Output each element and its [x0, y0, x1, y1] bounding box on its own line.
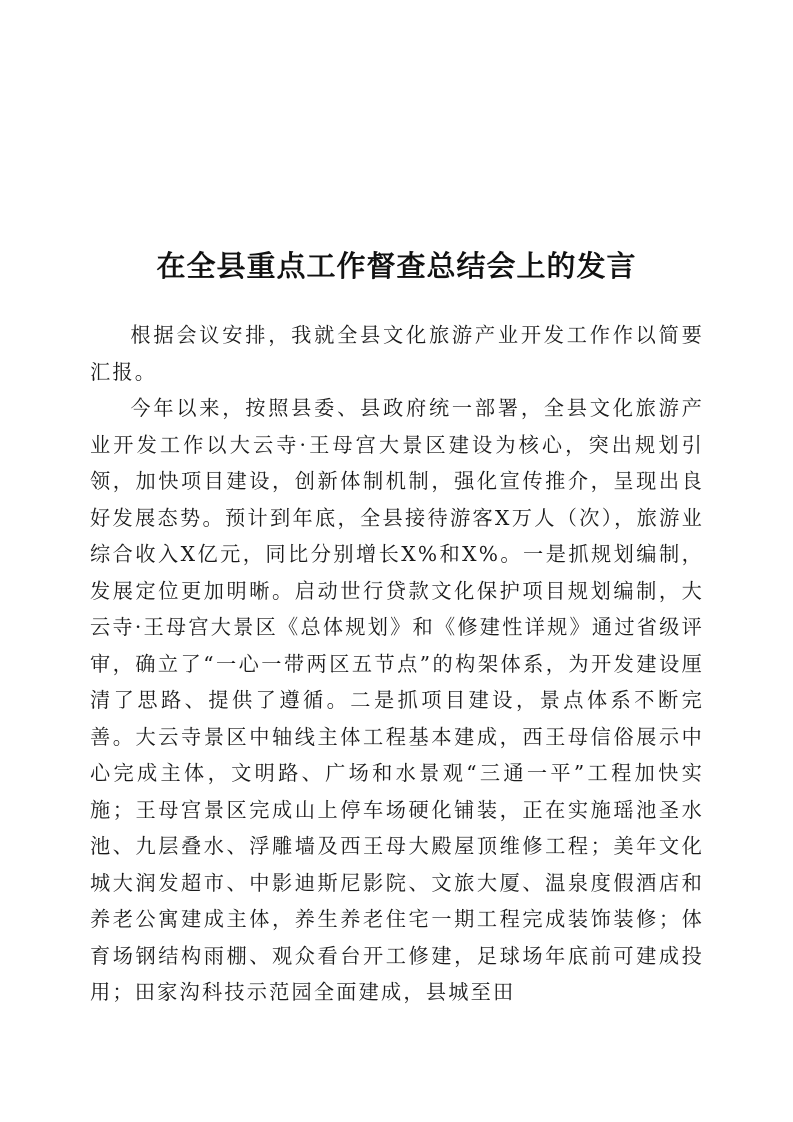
- paragraph-intro: 根据会议安排，我就全县文化旅游产业开发工作作以简要汇报。: [90, 323, 704, 384]
- document-title: 在全县重点工作督查总结会上的发言: [156, 249, 637, 283]
- paragraph-main: 今年以来，按照县委、县政府统一部署，全县文化旅游产业开发工作以大云寺·王母宫大景区建设为核心，突出规划引领，加快项目建设，创新体制机制，强化宣传推介，呈现出良好发展态势。预计到年底，全县接待游客X万人（次），旅游业综合收入X亿元，同比分别增长X%和X%。一是抓规划编制，发展定位更加明晰。启动世行贷款文化保护项目规划编制，大云寺·王母宫大景区《总体规划》和《修建性详规》通过省级评审，确立了“一心一带两区五节点”的构架体系，为开发建设厘清了思路、提供了遵循。二是抓项目建设，景点体系不断完善。大云寺景区中轴线主体工程基本建成，西王母信俗展示中心完成主体，文明路、广场和水景观“三通一平”工程加快实施；王母宫景区完成山上停车场硬化铺装，正在实施瑶池圣水池、九层叠水、浮雕墙及西王母大殿屋顶维修工程；美年文化城大润发超市、中影迪斯尼影院、文旅大厦、温泉度假酒店和养老公寓建成主体，养生养老住宅一期工程完成装饰装修；体育场钢结构雨棚、观众看台开工修建，足球场年底前可建成投用；田家沟科技示范园全面建成，县城至田: [90, 396, 704, 1004]
- document-body: [90, 317, 704, 1011]
